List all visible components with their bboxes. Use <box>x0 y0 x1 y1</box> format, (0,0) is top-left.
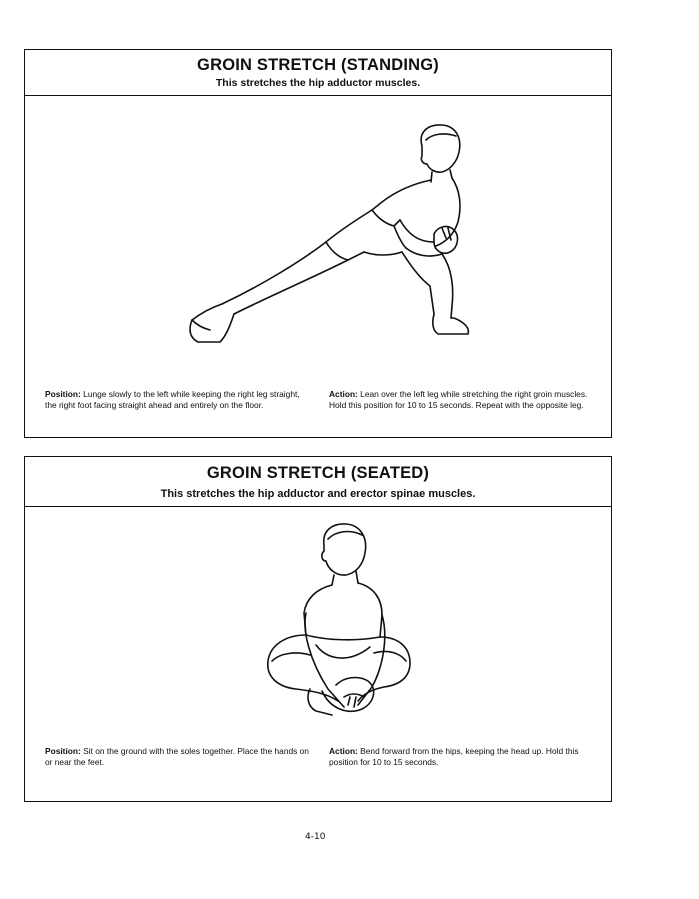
panel-header <box>25 457 611 507</box>
action-label: Action: <box>329 746 358 756</box>
standing-lunge-illustration <box>150 118 470 348</box>
position-instructions <box>45 746 313 768</box>
action-instructions <box>329 746 597 768</box>
panel-subtitle: This stretches the hip adductor and erector spinae muscles. <box>160 488 476 500</box>
action-label: Action: <box>329 389 358 399</box>
action-text: Lean over the left leg while stretching the right groin muscles. Hold this position for 10 to 15 seconds. Repeat with the opposite leg. <box>329 389 588 410</box>
page-number: 4-10 <box>305 832 326 842</box>
action-instructions <box>329 389 597 411</box>
position-text: Lunge slowly to the left while keeping the right leg straight, the right foot facing straight ahead and entirely on the floor. <box>45 389 300 410</box>
position-label: Position: <box>45 746 81 756</box>
exercise-panel-seated <box>24 456 612 802</box>
position-text: Sit on the ground with the soles together. Place the hands on or near the feet. <box>45 746 309 767</box>
position-instructions <box>45 389 313 411</box>
panel-title: GROIN STRETCH (STANDING) <box>197 56 439 74</box>
position-label: Position: <box>45 389 81 399</box>
panel-title: GROIN STRETCH (SEATED) <box>206 464 430 482</box>
panel-header <box>25 50 611 96</box>
panel-subtitle: This stretches the hip adductor muscles. <box>215 77 421 89</box>
seated-groin-stretch-illustration <box>250 521 420 726</box>
exercise-panel-standing <box>24 49 612 438</box>
action-text: Bend forward from the hips, keeping the head up. Hold this position for 10 to 15 seconds. <box>329 746 579 767</box>
